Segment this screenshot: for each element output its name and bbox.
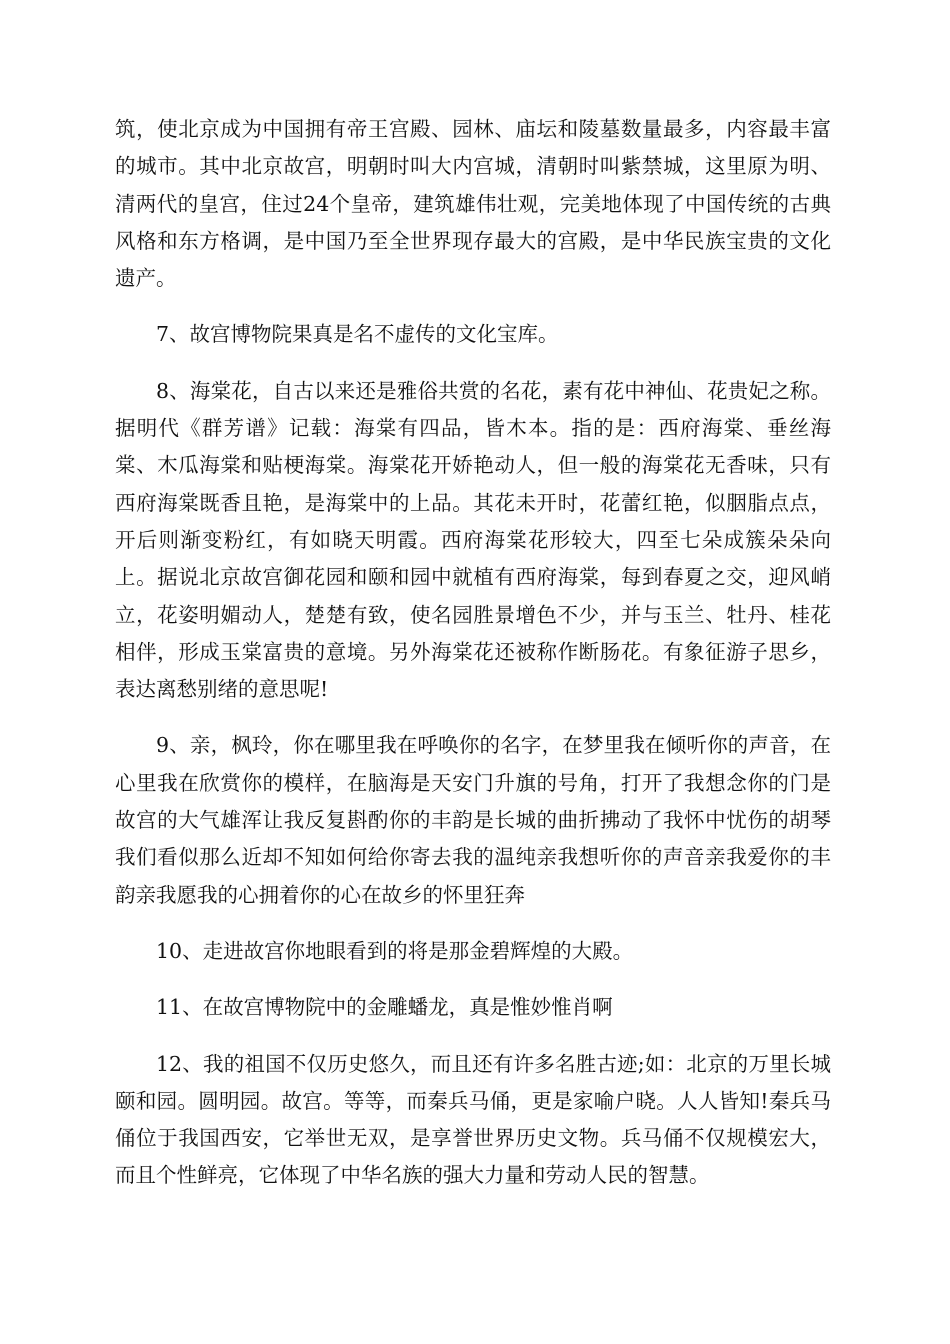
paragraph-11: 11、在故宫博物院中的金雕蟠龙，真是惟妙惟肖啊 [156,995,613,1020]
document-body [115,111,831,1214]
paragraph-9: 9、亲，枫玲，你在哪里我在呼唤你的名字，在梦里我在倾听你的声音，在心里我在欣赏你的模样，在脑海是天安门升旗的号角，打开了我想念你的门是故宫的大气雄浑让我反复斟酌你的丰韵是长城的曲折拂动了我怀中忧伤的胡琴我们看似那么近却不知如何给你寄去我的温纯亲我想听你的声音亲我爱你的丰韵亲我愿我的心拥着你的心在故乡的怀里狂奔 [115,733,831,907]
paragraph-7: 7、故宫博物院果真是名不虚传的文化宝库。 [156,322,559,347]
paragraph-8: 8、海棠花，自古以来还是雅俗共赏的名花，素有花中神仙、花贵妃之称。据明代《群芳谱》记载：海棠有四品，皆木本。指的是：西府海棠、垂丝海棠、木瓜海棠和贴梗海棠。海棠花开娇艳动人，但一般的海棠花无香味，只有西府海棠既香且艳，是海棠中的上品。其花未开时，花蕾红艳，似胭脂点点，开后则渐变粉红，有如晓天明霞。西府海棠花形较大，四至七朵成簇朵朵向上。据说北京故宫御花园和颐和园中就植有西府海棠，每到春夏之交，迎风峭立，花姿明媚动人，楚楚有致，使名园胜景增色不少，并与玉兰、牡丹、桂花相伴，形成玉棠富贵的意境。另外海棠花还被称作断肠花。有象征游子思乡，表达离愁别绪的意思呢! [115,378,831,702]
paragraph-continuation: 筑，使北京成为中国拥有帝王宫殿、园林、庙坛和陵墓数量最多，内容最丰富的城市。其中北京故宫，明朝时叫大内宫城，清朝时叫紫禁城，这里原为明、清两代的皇宫，住过24个皇帝，建筑雄伟壮观，完美地体现了中国传统的古典风格和东方格调，是中国乃至全世界现存最大的宫殿，是中华民族宝贵的文化遗产。 [115,117,831,291]
paragraph-12: 12、我的祖国不仅历史悠久，而且还有许多名胜古迹;如：北京的万里长城颐和园。圆明园。故宫。等等，而秦兵马俑，更是家喻户晓。人人皆知!秦兵马俑位于我国西安，它举世无双，是享誉世界历史文物。兵马俑不仅规模宏大，而且个性鲜亮，它体现了中华名族的强大力量和劳动人民的智慧。 [115,1051,831,1188]
paragraph-10: 10、走进故宫你地眼看到的将是那金碧辉煌的大殿。 [156,938,634,963]
